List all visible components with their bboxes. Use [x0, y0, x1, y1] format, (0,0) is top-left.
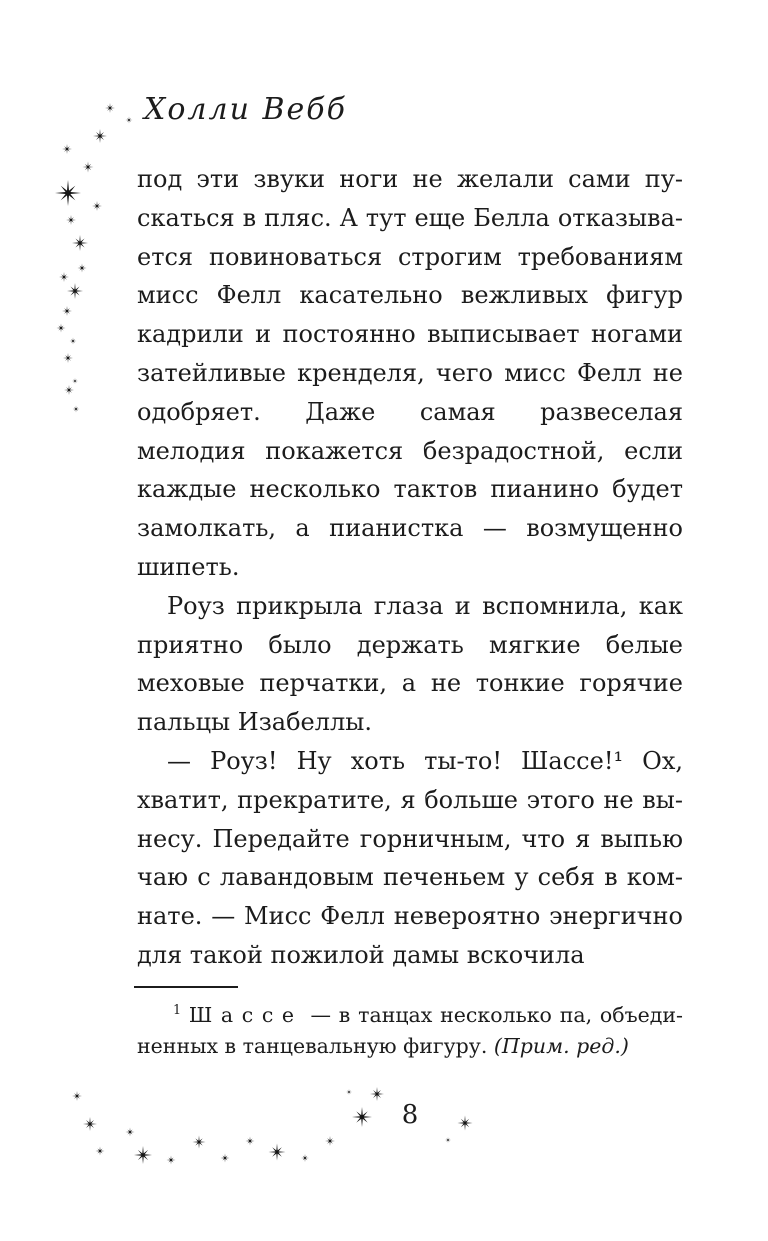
- sparkle-icon: [246, 1137, 255, 1146]
- sparkle-icon: [93, 129, 107, 143]
- footnote-definition: — в танцах несколько па, объединенных в танцевальную фигуру.: [137, 1003, 683, 1058]
- sparkle-icon: [72, 378, 78, 384]
- sparkle-icon: [83, 1117, 97, 1131]
- sparkle-icon: [62, 144, 72, 154]
- footnote-text: [137, 1000, 683, 1062]
- page-header-author: Холли Вебб: [144, 92, 347, 127]
- sparkle-icon: [83, 162, 94, 173]
- footnote-block: [137, 1000, 683, 1062]
- footnote-separator: [134, 986, 238, 988]
- sparkle-icon: [352, 1107, 372, 1127]
- footnote-attribution: (Прим. ред.): [493, 1034, 629, 1058]
- sparkle-icon: [126, 1128, 135, 1137]
- paragraph: — Роуз! Ну хоть ты-то! Шассе!¹ Ох, хватит, прекратите, я больше этого не вынесу. Передайте горничным, что я выпью чаю с лавандовым печеньем у себя в комнате. — Мисс Фелл невероятно энергично для такой пожилой дамы вскочила: [137, 746, 683, 969]
- sparkle-icon: [63, 353, 73, 363]
- sparkle-icon: [59, 272, 69, 282]
- sparkle-icon: [62, 306, 72, 316]
- sparkle-icon: [126, 117, 133, 124]
- sparkle-icon: [70, 338, 77, 345]
- sparkle-icon: [73, 406, 80, 413]
- sparkle-icon: [96, 1147, 105, 1156]
- sparkle-icon: [57, 324, 66, 333]
- footnote-marker: 1: [173, 1002, 182, 1018]
- sparkle-icon: [66, 215, 76, 225]
- footnote-term: Шассе: [188, 1003, 303, 1027]
- sparkle-icon: [105, 103, 115, 113]
- sparkle-icon: [72, 1091, 82, 1101]
- sparkle-icon: [301, 1154, 309, 1162]
- sparkle-icon: [445, 1137, 451, 1143]
- paragraph: Роуз прикрыла глаза и вспомнила, как приятно было держать мягкие белые меховые перчатки, а не тонкие горячие пальцы Изабеллы.: [137, 591, 683, 737]
- sparkle-icon: [72, 235, 88, 251]
- body-text-block: [137, 160, 683, 975]
- sparkle-icon: [134, 1146, 152, 1164]
- paragraph: под эти звуки ноги не желали сами пускаться в пляс. А тут еще Белла отказывается повиноваться строгим требованиям мисс Фелл касательно вежливых фигур кадрили и постоянно выписывает ногами затейливые кренделя, чего мисс Фелл не одобряет. Даже самая развеселая мелодия покажется безрадостной, если каждые несколько тактов пианино будет замолкать, а пианистка — возмущенно шипеть.: [137, 165, 683, 581]
- sparkle-icon: [221, 1154, 230, 1163]
- sparkle-icon: [370, 1087, 384, 1101]
- sparkle-icon: [55, 180, 81, 206]
- sparkle-icon: [346, 1089, 352, 1095]
- sparkle-icon: [458, 1116, 473, 1131]
- sparkle-icon: [193, 1136, 206, 1149]
- sparkle-icon: [167, 1156, 176, 1165]
- sparkle-icon: [67, 283, 83, 299]
- page-number: 8: [401, 1100, 419, 1130]
- sparkle-icon: [325, 1136, 335, 1146]
- sparkle-icon: [78, 264, 87, 273]
- sparkle-icon: [92, 201, 102, 211]
- sparkle-icon: [269, 1144, 286, 1161]
- sparkle-icon: [64, 385, 74, 395]
